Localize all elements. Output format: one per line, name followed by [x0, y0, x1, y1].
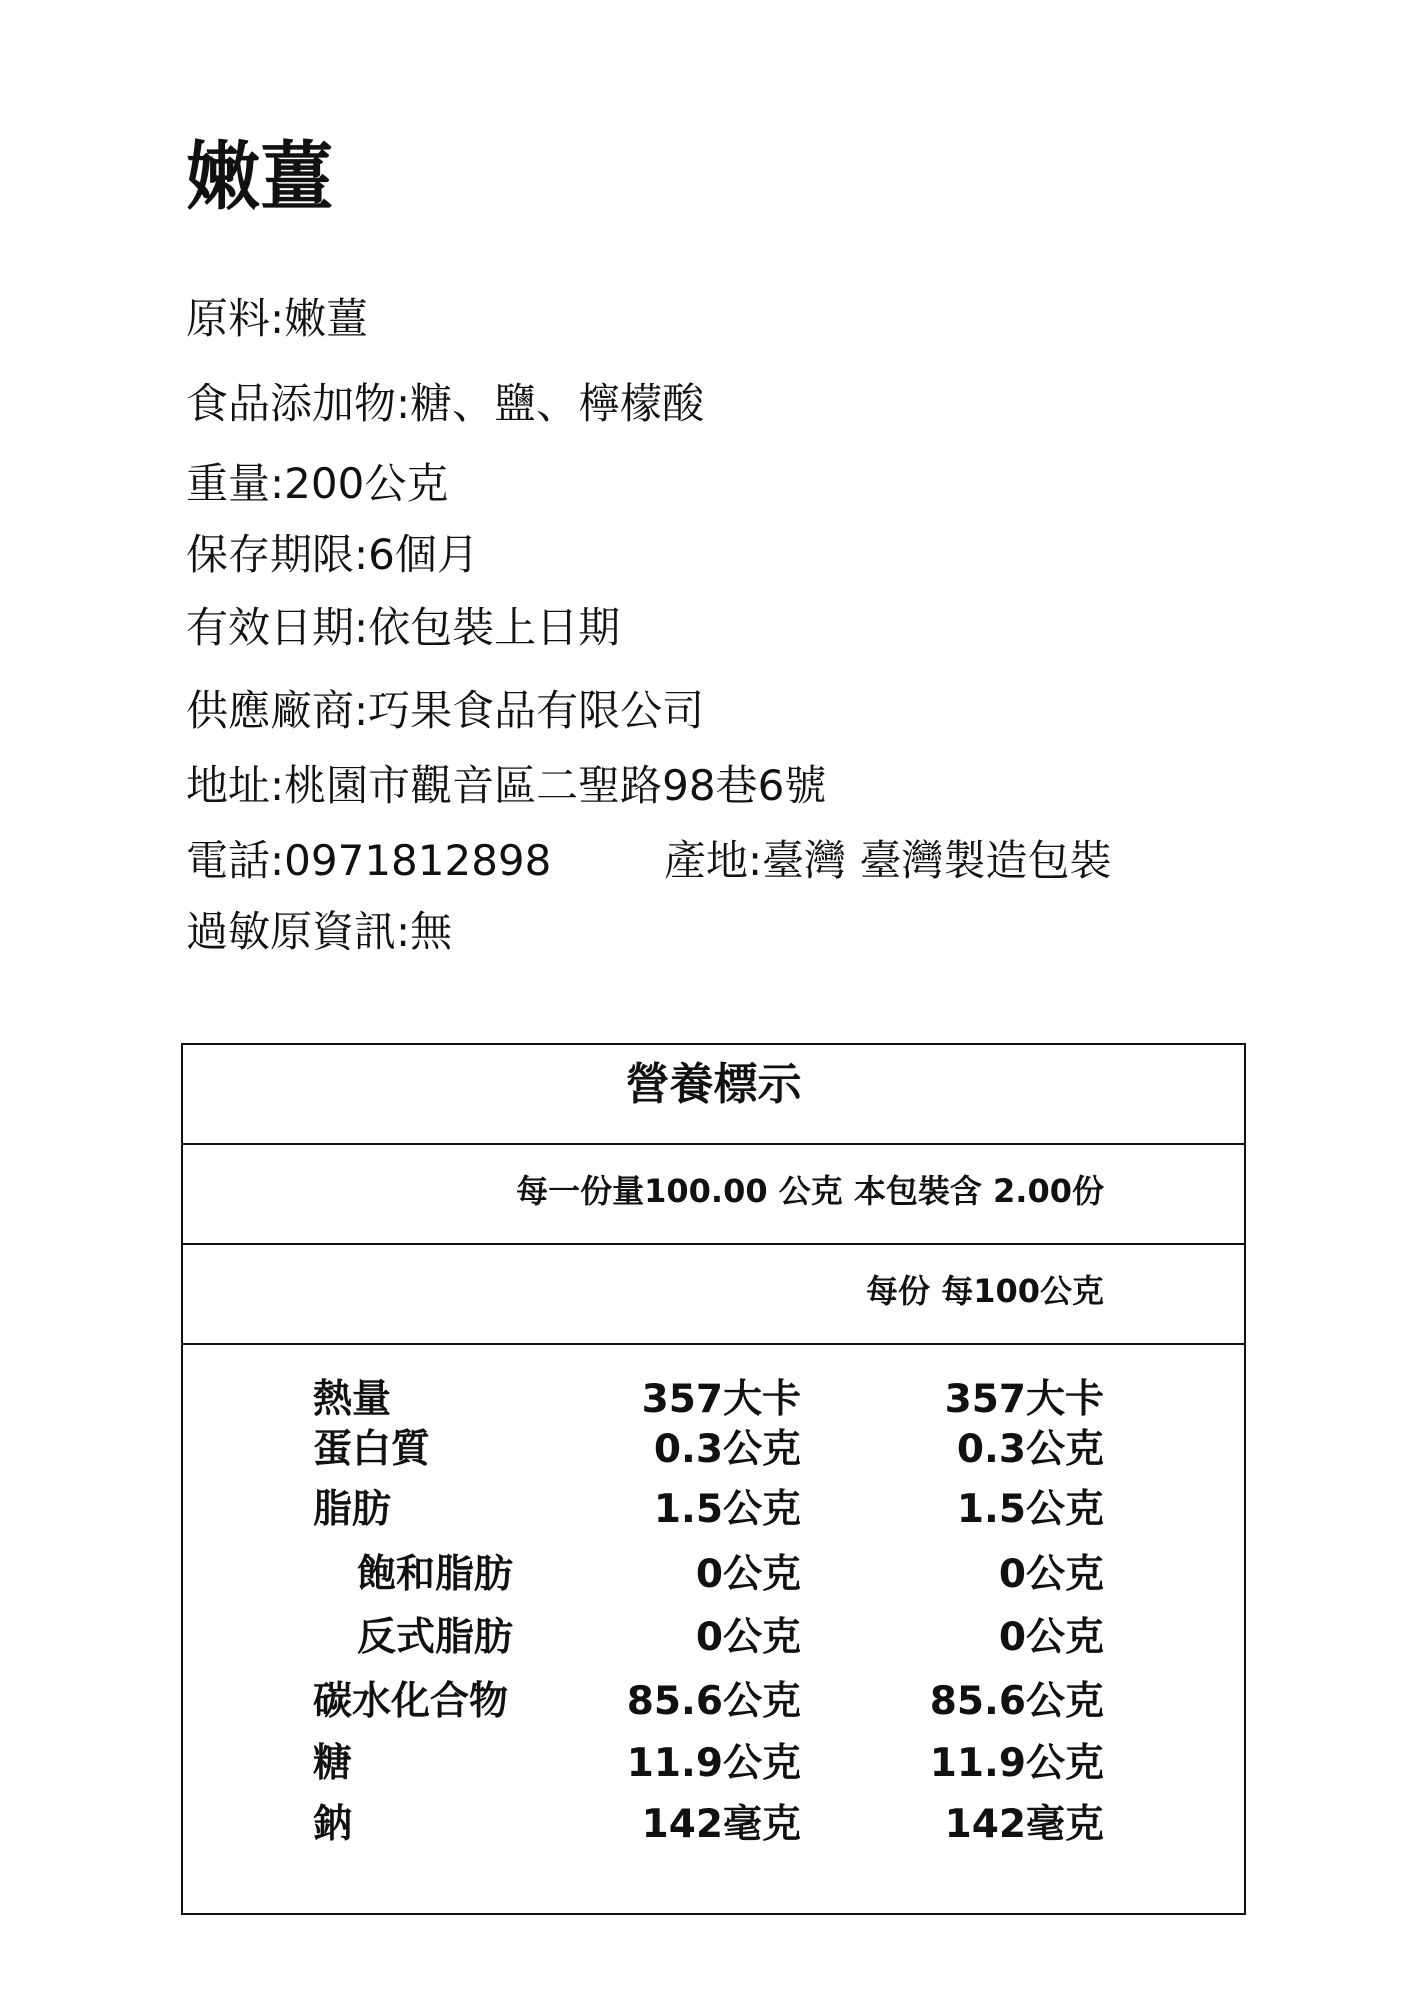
nutrient-name: 碳水化合物	[313, 1679, 509, 1724]
nutrient-name: 鈉	[313, 1802, 353, 1847]
nutrient-name: 脂肪	[313, 1487, 392, 1532]
nutrient-name: 糖	[313, 1741, 353, 1786]
origin-line: 產地:臺灣 臺灣製造包裝	[664, 836, 1112, 885]
nutrient-per-100g: 85.6公克	[929, 1679, 1104, 1724]
phone-line: 電話:0971812898	[186, 836, 552, 885]
nutrient-per-serving: 0公克	[695, 1552, 801, 1597]
address-line: 地址:桃園市觀音區二聖路98巷6號	[186, 761, 827, 810]
weight-line: 重量:200公克	[186, 459, 449, 508]
nutrient-row-sodium	[183, 1800, 1244, 1850]
nutrient-per-serving: 0公克	[695, 1615, 801, 1660]
nutrient-name: 飽和脂肪	[357, 1552, 514, 1597]
nutrient-name: 熱量	[313, 1377, 392, 1422]
ingredients-line: 原料:嫩薑	[186, 294, 369, 343]
nutrient-per-100g: 0.3公克	[956, 1427, 1104, 1472]
nutrient-per-serving: 357大卡	[641, 1377, 801, 1422]
nutrient-row-energy	[183, 1375, 1244, 1425]
supplier-line: 供應廠商:巧果食品有限公司	[186, 686, 705, 735]
nutrient-name: 蛋白質	[313, 1427, 431, 1472]
nutrient-per-100g: 1.5公克	[956, 1487, 1104, 1532]
nutrient-row-saturated-fat	[183, 1550, 1244, 1600]
nutrient-per-serving: 1.5公克	[653, 1487, 801, 1532]
nutrient-per-100g: 11.9公克	[929, 1741, 1104, 1786]
nutrient-per-100g: 357大卡	[944, 1377, 1104, 1422]
nutrient-row-trans-fat	[183, 1613, 1244, 1663]
shelf-life-line: 保存期限:6個月	[186, 530, 479, 579]
nutrient-row-carbohydrate	[183, 1677, 1244, 1727]
nutrient-per-serving: 11.9公克	[626, 1741, 801, 1786]
nutrient-per-serving: 85.6公克	[626, 1679, 801, 1724]
nutrient-name: 反式脂肪	[357, 1615, 514, 1660]
additives-line: 食品添加物:糖、鹽、檸檬酸	[186, 379, 705, 428]
nutrient-row-protein	[183, 1425, 1244, 1475]
serving-size-line: 每一份量100.00 公克 本包裝含 2.00份	[516, 1172, 1104, 1210]
nutrition-divider	[183, 1343, 1244, 1345]
nutrition-title: 營養標示	[625, 1059, 802, 1110]
column-headers: 每份 每100公克	[866, 1272, 1104, 1310]
nutrition-divider	[183, 1243, 1244, 1245]
nutrient-row-fat	[183, 1485, 1244, 1535]
nutrient-per-serving: 142毫克	[641, 1802, 801, 1847]
nutrient-per-100g: 142毫克	[944, 1802, 1104, 1847]
nutrient-per-100g: 0公克	[998, 1615, 1104, 1660]
expiry-line: 有效日期:依包裝上日期	[186, 603, 621, 652]
nutrient-per-100g: 0公克	[998, 1552, 1104, 1597]
nutrient-row-sugar	[183, 1739, 1244, 1789]
nutrient-per-serving: 0.3公克	[653, 1427, 801, 1472]
product-title: 嫩薑	[186, 134, 334, 220]
nutrition-divider	[183, 1143, 1244, 1145]
allergen-line: 過敏原資訊:無	[186, 907, 453, 956]
nutrition-label	[181, 1043, 1246, 1915]
